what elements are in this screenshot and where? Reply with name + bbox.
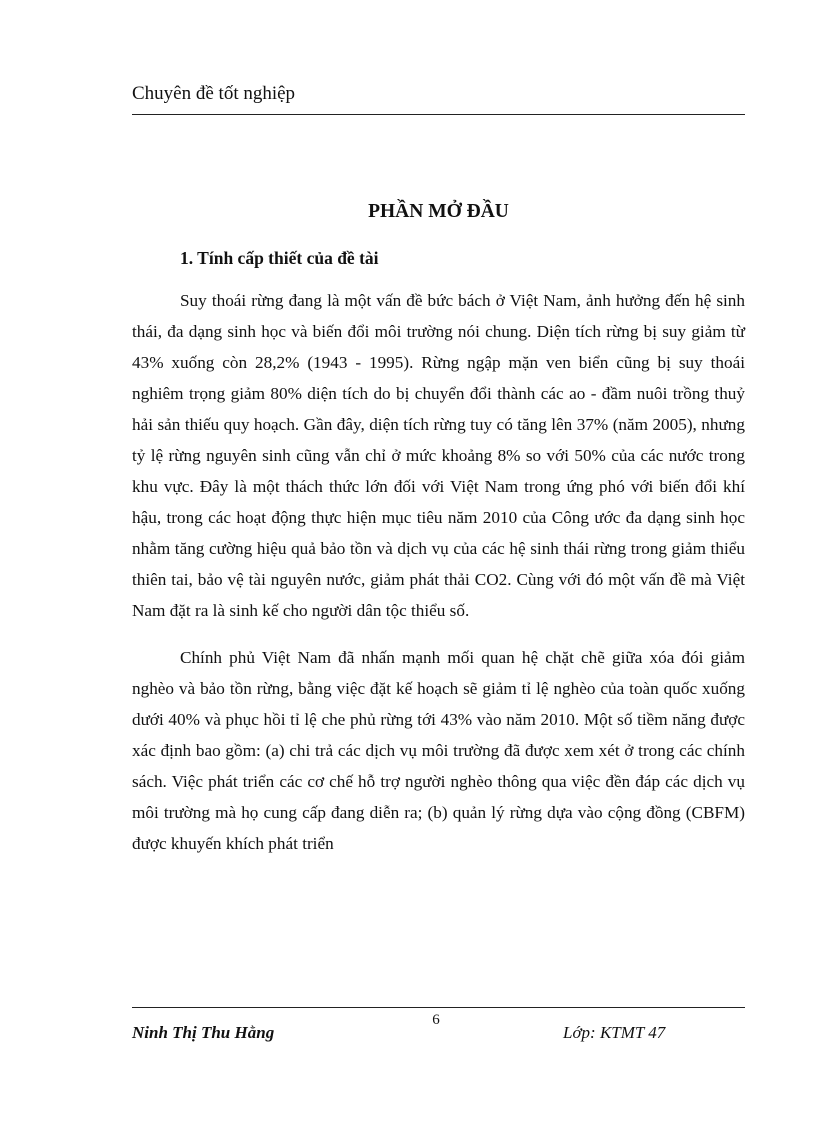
body-text: [132, 285, 745, 859]
paragraph-1: Suy thoái rừng đang là một vấn đề bức bách ở Việt Nam, ảnh hưởng đến hệ sinh thái, đa dạng sinh học và biến đổi môi trường nói chung. Diện tích rừng bị suy giảm từ 43% xuống còn 28,2% (1943 - 1995). Rừng ngập mặn ven biển cũng bị suy thoái nghiêm trọng giảm 80% diện tích do bị chuyển đổi thành các ao - đầm nuôi trồng thuỷ hải sản thiếu quy hoạch. Gần đây, diện tích rừng tuy có tăng lên 37% (năm 2005), nhưng tỷ lệ rừng nguyên sinh cũng vẫn chỉ ở mức khoảng 8% so với 50% của các nước trong khu vực. Đây là một thách thức lớn đối với Việt Nam trong ứng phó với biến đổi khí hậu, trong các hoạt động thực hiện mục tiêu năm 2010 của Công ước đa dạng sinh học nhằm tăng cường hiệu quả bảo tồn và dịch vụ của các hệ sinh thái rừng trong giảm thiểu thiên tai, bảo vệ tài nguyên nước, giảm phát thải CO2. Cùng với đó một vấn đề mà Việt Nam đặt ra là sinh kế cho người dân tộc thiểu số.: [132, 291, 745, 620]
subsection-title: 1. Tính cấp thiết của đề tài: [180, 248, 379, 268]
header-title: Chuyên đề tốt nghiệp: [132, 83, 296, 104]
header-divider: [132, 114, 745, 115]
footer-divider: [132, 1007, 745, 1008]
footer-author: Ninh Thị Thu Hằng: [132, 1023, 275, 1042]
section-title: PHẦN MỞ ĐẦU: [368, 201, 509, 222]
footer-class-label: Lớp: KTMT 47: [563, 1023, 666, 1042]
paragraph-2: Chính phủ Việt Nam đã nhấn mạnh mối quan hệ chặt chẽ giữa xóa đói giảm nghèo và bảo tồn rừng, bằng việc đặt kế hoạch sẽ giảm tỉ lệ nghèo của toàn quốc xuống dưới 40% và phục hồi tỉ lệ che phủ rừng tới 43% vào năm 2010. Một số tiềm năng được xác định bao gồm: (a) chi trả các dịch vụ môi trường đã được xem xét ở trong các chính sách. Việc phát triển các cơ chế hỗ trợ người nghèo thông qua việc đền đáp các dịch vụ môi trường mà họ cung cấp đang diễn ra; (b) quản lý rừng dựa vào cộng đồng (CBFM) được khuyến khích phát triển: [132, 648, 745, 853]
page-number: 6: [432, 1012, 440, 1028]
